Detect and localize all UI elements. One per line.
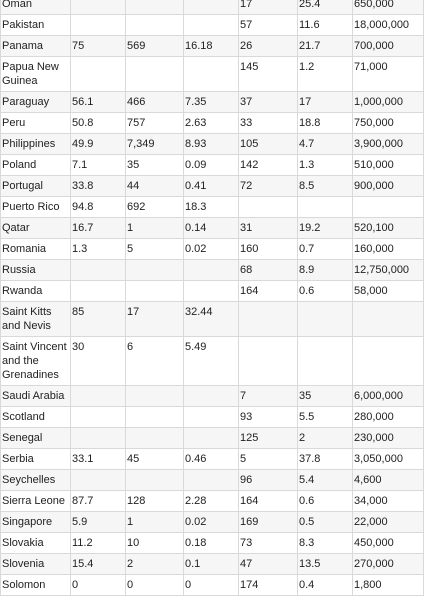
table-row xyxy=(1,575,424,596)
value-cell-6: 280,000 xyxy=(353,407,424,428)
value-cell-1 xyxy=(71,15,126,36)
value-cell-6: 18,000,000 xyxy=(353,15,424,36)
value-cell-1 xyxy=(71,57,126,92)
value-cell-1: 33.8 xyxy=(71,176,126,197)
country-cell: Solomon xyxy=(1,575,71,596)
value-cell-1: 0 xyxy=(71,575,126,596)
value-cell-4: 31 xyxy=(239,218,298,239)
value-cell-6: 6,000,000 xyxy=(353,386,424,407)
country-cell: Paraguay xyxy=(1,92,71,113)
value-cell-4: 174 xyxy=(239,575,298,596)
value-cell-5: 8.9 xyxy=(298,260,353,281)
value-cell-3 xyxy=(184,407,239,428)
value-cell-5: 2 xyxy=(298,428,353,449)
value-cell-3: 0.14 xyxy=(184,218,239,239)
value-cell-4: 5 xyxy=(239,449,298,470)
value-cell-4: 164 xyxy=(239,281,298,302)
value-cell-1: 7.1 xyxy=(71,155,126,176)
table-row xyxy=(1,197,424,218)
value-cell-3: 0.18 xyxy=(184,533,239,554)
country-cell: Philippines xyxy=(1,134,71,155)
value-cell-3: 0.1 xyxy=(184,554,239,575)
table-row xyxy=(1,218,424,239)
value-cell-6: 450,000 xyxy=(353,533,424,554)
value-cell-2: 45 xyxy=(126,449,184,470)
value-cell-4: 73 xyxy=(239,533,298,554)
table-row xyxy=(1,428,424,449)
value-cell-3: 0.46 xyxy=(184,449,239,470)
value-cell-5: 17 xyxy=(298,92,353,113)
value-cell-1: 87.7 xyxy=(71,491,126,512)
value-cell-5: 5.4 xyxy=(298,470,353,491)
value-cell-3 xyxy=(184,428,239,449)
value-cell-2: 692 xyxy=(126,197,184,218)
value-cell-3: 0 xyxy=(184,575,239,596)
value-cell-5: 4.7 xyxy=(298,134,353,155)
value-cell-1: 56.1 xyxy=(71,92,126,113)
value-cell-4: 68 xyxy=(239,260,298,281)
value-cell-4: 145 xyxy=(239,57,298,92)
country-cell: Saudi Arabia xyxy=(1,386,71,407)
value-cell-6 xyxy=(353,302,424,337)
value-cell-3: 16.18 xyxy=(184,36,239,57)
table-row xyxy=(1,554,424,575)
value-cell-5 xyxy=(298,302,353,337)
value-cell-6: 12,750,000 xyxy=(353,260,424,281)
value-cell-6 xyxy=(353,337,424,386)
value-cell-6: 700,000 xyxy=(353,36,424,57)
value-cell-5: 0.5 xyxy=(298,512,353,533)
value-cell-5: 21.7 xyxy=(298,36,353,57)
value-cell-2 xyxy=(126,57,184,92)
value-cell-6: 230,000 xyxy=(353,428,424,449)
value-cell-1 xyxy=(71,281,126,302)
country-cell: Russia xyxy=(1,260,71,281)
value-cell-5: 8.5 xyxy=(298,176,353,197)
value-cell-4: 93 xyxy=(239,407,298,428)
value-cell-5: 37.8 xyxy=(298,449,353,470)
country-cell: Slovenia xyxy=(1,554,71,575)
value-cell-5: 0.4 xyxy=(298,575,353,596)
table-row xyxy=(1,470,424,491)
value-cell-2 xyxy=(126,428,184,449)
value-cell-4 xyxy=(239,197,298,218)
value-cell-1: 11.2 xyxy=(71,533,126,554)
value-cell-4: 37 xyxy=(239,92,298,113)
value-cell-1: 94.8 xyxy=(71,197,126,218)
value-cell-1 xyxy=(71,470,126,491)
value-cell-6: 270,000 xyxy=(353,554,424,575)
value-cell-1 xyxy=(71,0,126,15)
value-cell-3: 8.93 xyxy=(184,134,239,155)
table-row xyxy=(1,155,424,176)
value-cell-2: 17 xyxy=(126,302,184,337)
value-cell-2 xyxy=(126,0,184,15)
table-row xyxy=(1,407,424,428)
country-cell: Scotland xyxy=(1,407,71,428)
value-cell-6: 900,000 xyxy=(353,176,424,197)
value-cell-1: 5.9 xyxy=(71,512,126,533)
table-row xyxy=(1,337,424,386)
value-cell-6: 750,000 xyxy=(353,113,424,134)
value-cell-6: 160,000 xyxy=(353,239,424,260)
value-cell-4: 105 xyxy=(239,134,298,155)
value-cell-3 xyxy=(184,57,239,92)
value-cell-6: 3,900,000 xyxy=(353,134,424,155)
value-cell-1: 15.4 xyxy=(71,554,126,575)
value-cell-4: 57 xyxy=(239,15,298,36)
value-cell-4: 47 xyxy=(239,554,298,575)
value-cell-1 xyxy=(71,260,126,281)
value-cell-5: 25.4 xyxy=(298,0,353,15)
value-cell-1 xyxy=(71,386,126,407)
value-cell-6: 510,000 xyxy=(353,155,424,176)
value-cell-3 xyxy=(184,470,239,491)
value-cell-4 xyxy=(239,302,298,337)
value-cell-4: 169 xyxy=(239,512,298,533)
value-cell-3: 2.28 xyxy=(184,491,239,512)
value-cell-4: 142 xyxy=(239,155,298,176)
country-cell: Oman xyxy=(1,0,71,15)
value-cell-4: 26 xyxy=(239,36,298,57)
value-cell-4: 72 xyxy=(239,176,298,197)
value-cell-2: 10 xyxy=(126,533,184,554)
value-cell-6: 520,100 xyxy=(353,218,424,239)
value-cell-6: 34,000 xyxy=(353,491,424,512)
value-cell-3: 32.44 xyxy=(184,302,239,337)
country-cell: Peru xyxy=(1,113,71,134)
value-cell-1: 1.3 xyxy=(71,239,126,260)
value-cell-2 xyxy=(126,260,184,281)
country-cell: Portugal xyxy=(1,176,71,197)
value-cell-5: 1.2 xyxy=(298,57,353,92)
country-cell: Seychelles xyxy=(1,470,71,491)
value-cell-3: 0.02 xyxy=(184,512,239,533)
value-cell-3: 5.49 xyxy=(184,337,239,386)
country-cell: Serbia xyxy=(1,449,71,470)
table-row xyxy=(1,176,424,197)
value-cell-2: 0 xyxy=(126,575,184,596)
value-cell-5: 0.6 xyxy=(298,491,353,512)
value-cell-5 xyxy=(298,197,353,218)
value-cell-1: 75 xyxy=(71,36,126,57)
table-row xyxy=(1,260,424,281)
country-cell: Pakistan xyxy=(1,15,71,36)
table-row xyxy=(1,302,424,337)
country-cell: Panama xyxy=(1,36,71,57)
value-cell-5: 18.8 xyxy=(298,113,353,134)
table-row xyxy=(1,533,424,554)
value-cell-1: 16.7 xyxy=(71,218,126,239)
value-cell-2 xyxy=(126,15,184,36)
value-cell-2 xyxy=(126,407,184,428)
value-cell-6: 71,000 xyxy=(353,57,424,92)
value-cell-3 xyxy=(184,0,239,15)
value-cell-2: 569 xyxy=(126,36,184,57)
value-cell-5: 0.7 xyxy=(298,239,353,260)
value-cell-4: 17 xyxy=(239,0,298,15)
value-cell-3 xyxy=(184,386,239,407)
value-cell-3: 2.63 xyxy=(184,113,239,134)
value-cell-6: 58,000 xyxy=(353,281,424,302)
value-cell-2: 2 xyxy=(126,554,184,575)
value-cell-3: 0.41 xyxy=(184,176,239,197)
value-cell-2: 1 xyxy=(126,218,184,239)
table-body xyxy=(1,0,424,596)
country-cell: Qatar xyxy=(1,218,71,239)
country-cell: Papua New Guinea xyxy=(1,57,71,92)
value-cell-5 xyxy=(298,337,353,386)
value-cell-4: 7 xyxy=(239,386,298,407)
value-cell-1: 33.1 xyxy=(71,449,126,470)
value-cell-6: 3,050,000 xyxy=(353,449,424,470)
table-row xyxy=(1,0,424,15)
value-cell-6: 650,000 xyxy=(353,0,424,15)
value-cell-3 xyxy=(184,15,239,36)
value-cell-4: 160 xyxy=(239,239,298,260)
value-cell-2: 1 xyxy=(126,512,184,533)
value-cell-6 xyxy=(353,197,424,218)
table-row xyxy=(1,512,424,533)
country-cell: Senegal xyxy=(1,428,71,449)
value-cell-2: 44 xyxy=(126,176,184,197)
value-cell-2 xyxy=(126,470,184,491)
value-cell-5: 13.5 xyxy=(298,554,353,575)
value-cell-2: 6 xyxy=(126,337,184,386)
value-cell-1 xyxy=(71,428,126,449)
country-cell: Saint Vincent and the Grenadines xyxy=(1,337,71,386)
country-cell: Rwanda xyxy=(1,281,71,302)
value-cell-5: 35 xyxy=(298,386,353,407)
value-cell-6: 1,800 xyxy=(353,575,424,596)
value-cell-4: 96 xyxy=(239,470,298,491)
value-cell-5: 5.5 xyxy=(298,407,353,428)
value-cell-4: 33 xyxy=(239,113,298,134)
country-cell: Poland xyxy=(1,155,71,176)
country-cell: Slovakia xyxy=(1,533,71,554)
value-cell-4 xyxy=(239,337,298,386)
table-row xyxy=(1,15,424,36)
country-cell: Saint Kitts and Nevis xyxy=(1,302,71,337)
value-cell-2 xyxy=(126,386,184,407)
value-cell-5: 8.3 xyxy=(298,533,353,554)
value-cell-2: 35 xyxy=(126,155,184,176)
value-cell-3 xyxy=(184,260,239,281)
table-row xyxy=(1,57,424,92)
country-cell: Sierra Leone xyxy=(1,491,71,512)
value-cell-3: 18.3 xyxy=(184,197,239,218)
table-row xyxy=(1,239,424,260)
country-cell: Singapore xyxy=(1,512,71,533)
value-cell-2: 128 xyxy=(126,491,184,512)
value-cell-5: 1.3 xyxy=(298,155,353,176)
value-cell-5: 0.6 xyxy=(298,281,353,302)
value-cell-2: 5 xyxy=(126,239,184,260)
value-cell-6: 4,600 xyxy=(353,470,424,491)
value-cell-3: 0.02 xyxy=(184,239,239,260)
table-row xyxy=(1,491,424,512)
country-cell: Puerto Rico xyxy=(1,197,71,218)
value-cell-4: 164 xyxy=(239,491,298,512)
table-row xyxy=(1,134,424,155)
value-cell-5: 11.6 xyxy=(298,15,353,36)
value-cell-1: 85 xyxy=(71,302,126,337)
value-cell-4: 125 xyxy=(239,428,298,449)
value-cell-1: 50.8 xyxy=(71,113,126,134)
table-row xyxy=(1,449,424,470)
value-cell-1: 30 xyxy=(71,337,126,386)
value-cell-3 xyxy=(184,281,239,302)
value-cell-2: 7,349 xyxy=(126,134,184,155)
table-row xyxy=(1,281,424,302)
value-cell-6: 1,000,000 xyxy=(353,92,424,113)
table-row xyxy=(1,92,424,113)
value-cell-1: 49.9 xyxy=(71,134,126,155)
value-cell-6: 22,000 xyxy=(353,512,424,533)
table-row xyxy=(1,36,424,57)
value-cell-2 xyxy=(126,281,184,302)
table-row xyxy=(1,386,424,407)
value-cell-2: 466 xyxy=(126,92,184,113)
value-cell-2: 757 xyxy=(126,113,184,134)
value-cell-3: 7.35 xyxy=(184,92,239,113)
value-cell-5: 19.2 xyxy=(298,218,353,239)
value-cell-1 xyxy=(71,407,126,428)
value-cell-3: 0.09 xyxy=(184,155,239,176)
table-row xyxy=(1,113,424,134)
country-cell: Romania xyxy=(1,239,71,260)
